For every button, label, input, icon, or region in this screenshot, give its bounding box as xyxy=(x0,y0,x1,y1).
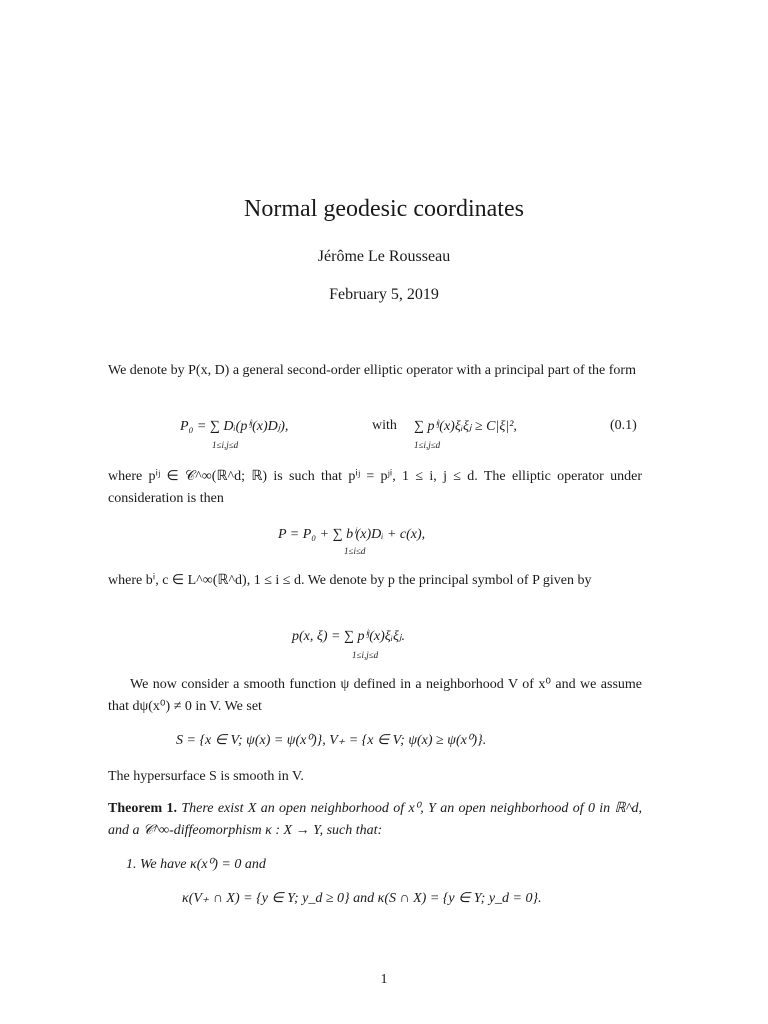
equation-diffeomorphism: κ(V₊ ∩ X) = {y ∈ Y; y_d ≥ 0} and κ(S ∩ X) = {y ∈ Y; y_d = 0}. xyxy=(182,891,542,906)
equation-symbol: p(x, ξ) = ∑ pⁱʲ(x)ξᵢξⱼ. xyxy=(292,629,405,644)
equation-p0-subscript: 1≤i,j≤d xyxy=(212,440,239,450)
equation-p0: P₀ = ∑ Dᵢ(pⁱʲ(x)Dⱼ), xyxy=(180,419,289,434)
equation-operator-subscript: 1≤i≤d xyxy=(344,546,366,556)
paragraph-coefficients: where pⁱʲ ∈ 𝒞^∞(ℝ^d; ℝ) is such that pⁱʲ = pʲⁱ, 1 ≤ i, j ≤ d. The elliptic operator under consideration is then xyxy=(108,469,642,506)
equation-sets: S = {x ∈ V; ψ(x) = ψ(x⁰)}, V₊ = {x ∈ V; ψ(x) ≥ ψ(x⁰)}. xyxy=(176,733,487,748)
theorem-block xyxy=(108,798,642,842)
paper-author: Jérôme Le Rousseau xyxy=(317,248,451,265)
theorem-label: Theorem 1. xyxy=(108,801,178,816)
equation-ellipticity-subscript: 1≤i,j≤d xyxy=(414,440,441,450)
paragraph-symbol: where bⁱ, c ∈ L^∞(ℝ^d), 1 ≤ i ≤ d. We denote by p the principal symbol of P given by xyxy=(108,573,592,588)
paragraph-intro: We denote by P(x, D) a general second-order elliptic operator with a principal part of the form xyxy=(108,363,636,378)
equation-with: with xyxy=(372,418,397,433)
equation-operator: P = P₀ + ∑ bⁱ(x)Dᵢ + c(x), xyxy=(278,527,426,542)
equation-symbol-subscript: 1≤i,j≤d xyxy=(352,650,379,660)
paper-date: February 5, 2019 xyxy=(329,286,439,303)
theorem-item-1: 1. We have κ(x⁰) = 0 and xyxy=(126,857,266,872)
paragraph-hypersurface: The hypersurface S is smooth in V. xyxy=(108,769,304,784)
equation-number: (0.1) xyxy=(610,418,637,433)
paragraph-smooth-function: We now consider a smooth function ψ defined in a neighborhood V of x⁰ and we assume that dψ(x⁰) ≠ 0 in V. We set xyxy=(108,677,642,714)
equation-ellipticity: ∑ pⁱʲ(x)ξᵢξⱼ ≥ C|ξ|², xyxy=(414,419,517,434)
theorem-statement: There exist X an open neighborhood of x⁰, Y an open neighborhood of 0 in ℝ^d, and a 𝒞^∞-diffeomorphism κ : X → Y, such that: xyxy=(108,801,643,838)
paper-title: Normal geodesic coordinates xyxy=(244,196,524,222)
page-number: 1 xyxy=(380,972,388,987)
